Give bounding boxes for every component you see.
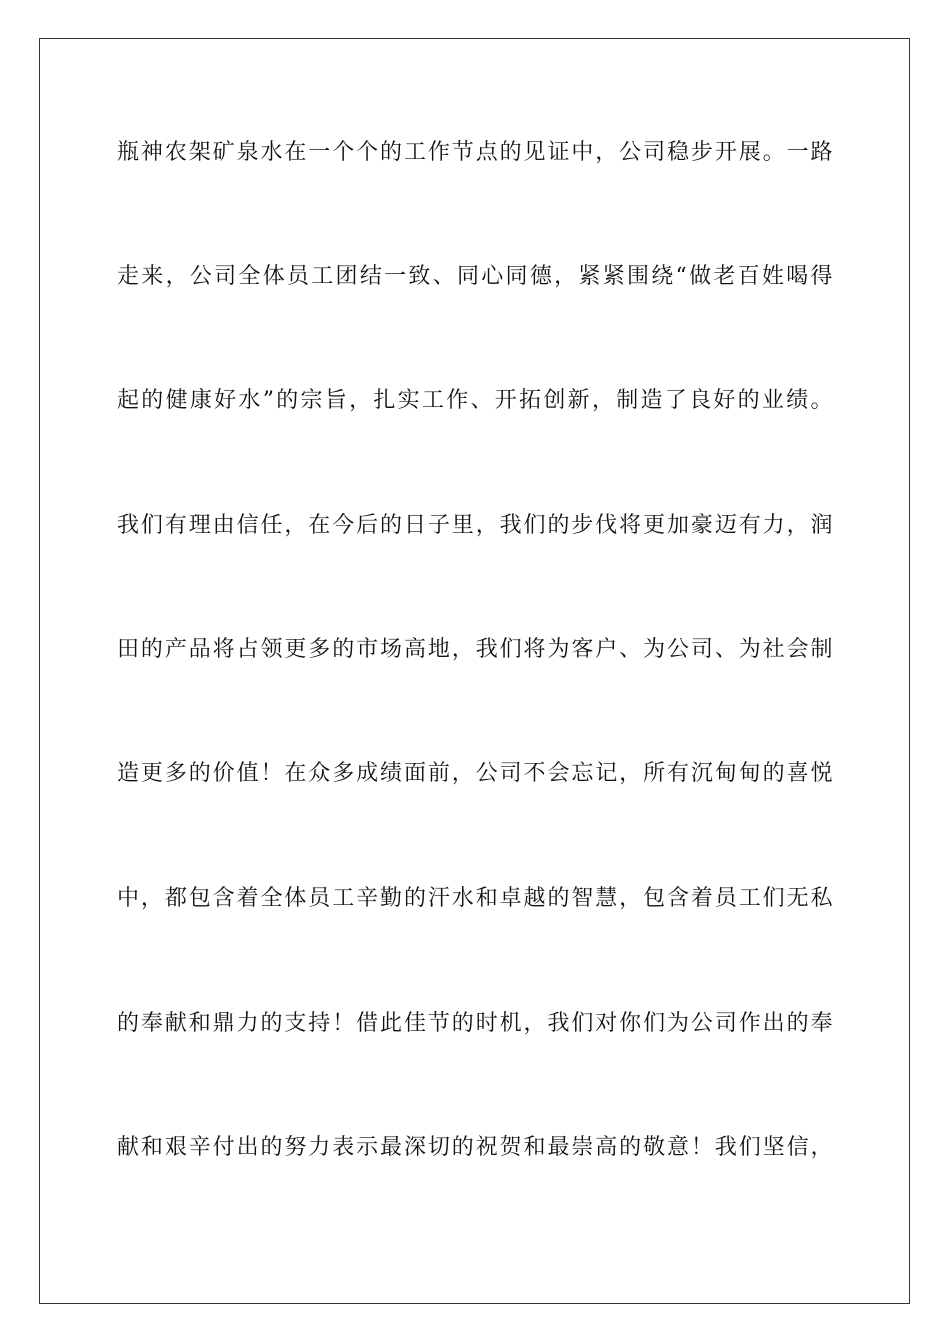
paragraph-line: 的奉献和鼎力的支持！借此佳节的时机，我们对你们为公司作出的奉	[117, 1011, 833, 1036]
paragraph-line: 造更多的价值！在众多成绩面前，公司不会忘记，所有沉甸甸的喜悦	[117, 761, 833, 786]
paragraph-line: 走来，公司全体员工团结一致、同心同德，紧紧围绕“做老百姓喝得	[117, 264, 833, 289]
paragraph-line: 献和艰辛付出的努力表示最深切的祝贺和最崇高的敬意！我们坚信，	[117, 1135, 833, 1160]
paragraph-line: 中，都包含着全体员工辛勤的汗水和卓越的智慧，包含着员工们无私	[117, 886, 833, 911]
paragraph-line: 田的产品将占领更多的市场高地，我们将为客户、为公司、为社会制	[117, 637, 833, 662]
paragraph-line: 我们有理由信任，在今后的日子里，我们的步伐将更加豪迈有力，润	[117, 513, 833, 538]
paragraph-line: 起的健康好水”的宗旨，扎实工作、开拓创新，制造了良好的业绩。	[117, 388, 833, 413]
page-border	[39, 38, 910, 1304]
paragraph-line: 瓶神农架矿泉水在一个个的工作节点的见证中，公司稳步开展。一路	[117, 140, 833, 165]
